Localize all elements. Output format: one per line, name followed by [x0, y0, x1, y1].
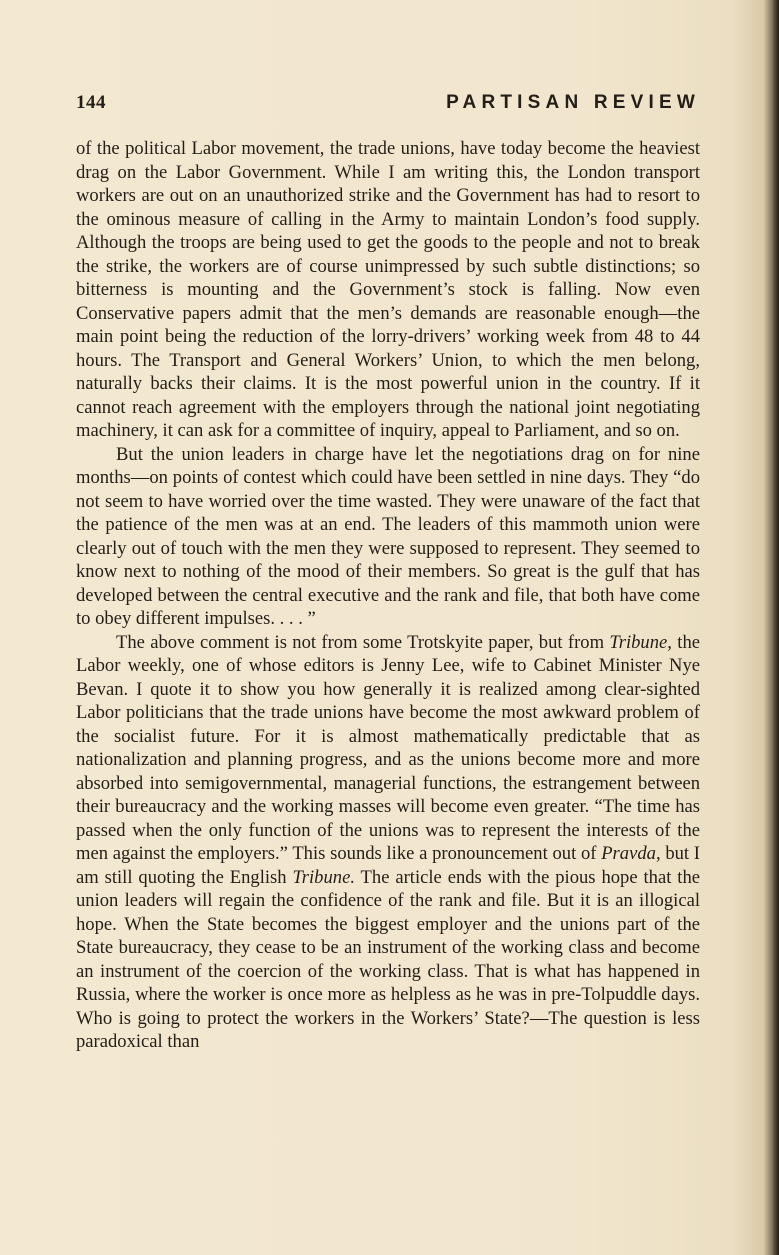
paragraph-2 — [76, 443, 700, 631]
page-edge-shadow — [773, 0, 779, 1255]
text-segment: but I am still quoting the English — [76, 843, 701, 888]
paragraph-1 — [76, 137, 700, 443]
text-segment: The above comment is not from some Trotskyite paper, but from — [116, 631, 610, 653]
paragraph-3 — [76, 631, 700, 1054]
italic-title-tribune: Tribune. — [292, 866, 355, 888]
italic-title-tribune: Tribune, — [609, 631, 672, 653]
journal-title: PARTISAN REVIEW — [446, 92, 700, 113]
text-segment: But the union leaders in charge have let the negotiations drag on for nine months—on points of contest which could have been settled in nine days. They “do not seem to have worried over the time wasted. They were unaware of the fact that the patience of the men was at an end. The leaders of this mammoth union were clearly out of touch with the men they were supposed to represent. They seemed to know next to nothing of the mood of their members. So great is the gulf that has developed between the central executive and the rank and file, that both have come to obey different impulses. . . . ” — [76, 443, 700, 629]
italic-title-pravda: Pravda, — [601, 843, 661, 864]
page-number: 144 — [76, 92, 106, 113]
article-body — [76, 137, 700, 1054]
text-segment: The article ends with the pious hope that the union leaders will regain the confidence of the rank and file. But it is an illogical hope. When the State becomes the biggest employer and the unions part of the State bureaucracy, they cease to be an instrument of the working class and become an instrument of the coercion of the working class. That is what has happened in Russia, where the worker is once more as helpless as he was in pre-Tolpuddle days. Who is going to protect the workers in the Workers’ State?—The question is less paradoxical than — [76, 866, 700, 1052]
text-segment: of the political Labor movement, the trade unions, have today become the heaviest drag on the Labor Government. While I am writing this, the London transport workers are out on an unauthorized strike and the Government has had to resort to the ominous measure of calling in the Army to maintain London’s food supply. Although the troops are being used to get the goods to the people and not to break the strike, the workers are of course unimpressed by such subtle distinctions; so bitterness is mounting and the Government’s stock is falling. Now even Conservative papers admit that the men’s demands are reasonable enough—the main point being the reduction of the lorry-drivers’ working week from 48 to 44 hours. The Transport and General Workers’ Union, to which the men belong, naturally backs their claims. It is the most powerful union in the country. If it cannot reach agreement with the employers through the national joint negotiating machinery, it can ask for a committee of inquiry, appeal to Parliament, and so on. — [76, 138, 700, 441]
text-segment: the Labor weekly, one of whose editors is Jenny Lee, wife to Cabinet Minister Nye Bevan. I quote it to show you how generally it is realized among clear-sighted Labor politicians that the trade unions have become the most awkward problem of the socialist future. For it is almost mathematically predictable that as nationalization and planning progress, and as the unions become more and more absorbed into semigovernmental, managerial functions, the estrangement between their bureaucracy and the working masses will become even greater. “The time has passed when the only function of the unions was to represent the interests of the men against the employers.” This sounds like a pronouncement out of — [76, 631, 701, 864]
running-head — [76, 92, 700, 122]
